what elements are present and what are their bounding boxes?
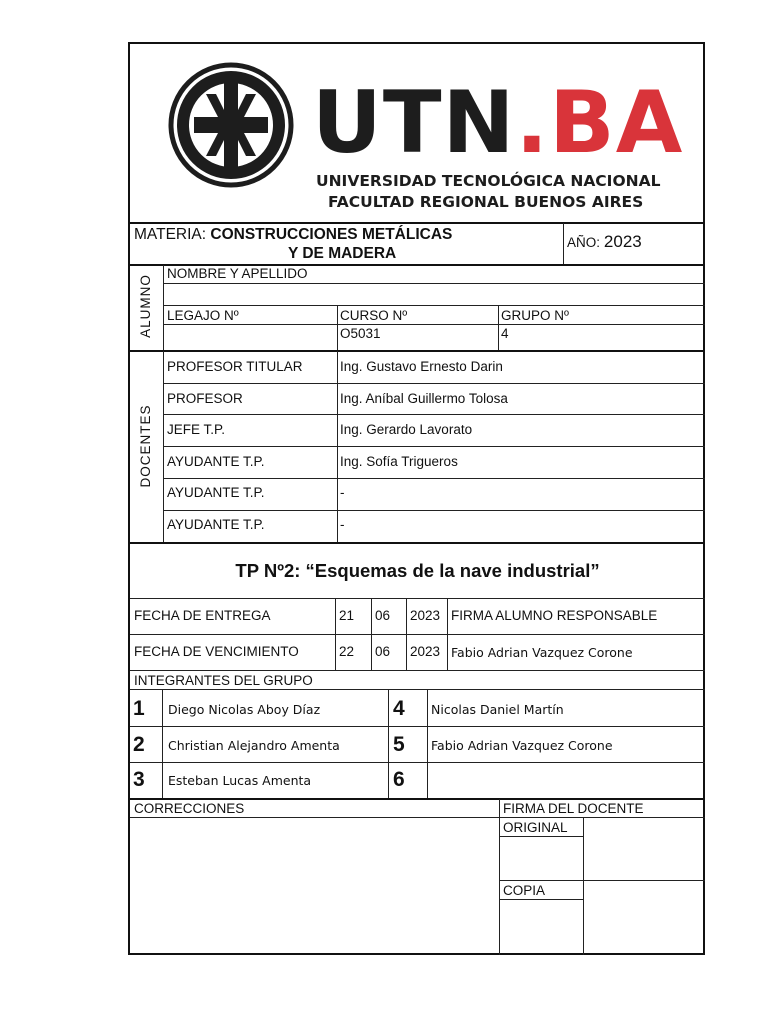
member-number: 6 bbox=[393, 768, 405, 791]
member-name: Esteban Lucas Amenta bbox=[168, 773, 312, 788]
original-label: ORIGINAL bbox=[503, 820, 568, 835]
firma-docente-label: FIRMA DEL DOCENTE bbox=[503, 801, 644, 816]
firma-alumno-label: FIRMA ALUMNO RESPONSABLE bbox=[451, 608, 658, 623]
legajo-label: LEGAJO Nº bbox=[167, 308, 239, 323]
teacher-role: JEFE T.P. bbox=[167, 422, 226, 437]
fecha-entrega-year: 2023 bbox=[410, 608, 441, 623]
teacher-name: - bbox=[340, 485, 345, 500]
teacher-name: Ing. Aníbal Guillermo Tolosa bbox=[340, 391, 508, 406]
teacher-role: AYUDANTE T.P. bbox=[167, 454, 265, 469]
fecha-vencimiento-month: 06 bbox=[375, 644, 391, 659]
wordmark-ba: BA bbox=[549, 73, 684, 173]
utn-ba-wordmark bbox=[312, 73, 684, 173]
teacher-role: PROFESOR TITULAR bbox=[167, 359, 303, 374]
tp-title: TP Nº2: “Esquemas de la nave industrial” bbox=[235, 560, 600, 581]
year-label: AÑO: bbox=[567, 235, 601, 250]
fecha-vencimiento-label: FECHA DE VENCIMIENTO bbox=[134, 644, 299, 659]
wordmark-utn: UTN bbox=[312, 73, 516, 173]
teacher-role: AYUDANTE T.P. bbox=[167, 517, 265, 532]
fecha-entrega-label: FECHA DE ENTREGA bbox=[134, 608, 271, 623]
grupo-value[interactable]: 4 bbox=[501, 326, 509, 341]
curso-value[interactable]: O5031 bbox=[340, 326, 381, 341]
subject-label: MATERIA: bbox=[134, 226, 207, 243]
teacher-role: PROFESOR bbox=[167, 391, 243, 406]
name-label: NOMBRE Y APELLIDO bbox=[167, 266, 308, 281]
teacher-role: AYUDANTE T.P. bbox=[167, 485, 265, 500]
teacher-name: Ing. Sofía Trigueros bbox=[340, 454, 458, 469]
fecha-vencimiento-year: 2023 bbox=[410, 644, 441, 659]
year-field bbox=[567, 234, 642, 251]
copia-label: COPIA bbox=[503, 883, 546, 898]
member-number: 1 bbox=[133, 697, 145, 720]
faculty-name: FACULTAD REGIONAL BUENOS AIRES bbox=[328, 193, 644, 211]
subject-row bbox=[134, 227, 452, 243]
correcciones-label: CORRECCIONES bbox=[134, 801, 245, 816]
cover-sheet bbox=[128, 42, 705, 955]
alumno-section-label: ALUMNO bbox=[138, 274, 153, 338]
member-name: Christian Alejandro Amenta bbox=[168, 738, 340, 753]
member-name: Diego Nicolas Aboy Díaz bbox=[168, 702, 321, 717]
subject-name-line1: CONSTRUCCIONES METÁLICAS bbox=[210, 226, 453, 243]
year-value: 2023 bbox=[603, 232, 642, 251]
firma-copia-area[interactable] bbox=[584, 881, 705, 955]
docentes-section-label: DOCENTES bbox=[138, 404, 153, 488]
member-name: Fabio Adrian Vazquez Corone bbox=[431, 738, 613, 753]
integrantes-label: INTEGRANTES DEL GRUPO bbox=[134, 673, 313, 688]
wordmark-dot: . bbox=[515, 73, 550, 173]
university-name: UNIVERSIDAD TECNOLÓGICA NACIONAL bbox=[316, 172, 661, 190]
member-name: Nicolas Daniel Martín bbox=[431, 702, 564, 717]
alumno-responsable: Fabio Adrian Vazquez Corone bbox=[451, 645, 633, 660]
teacher-name: Ing. Gerardo Lavorato bbox=[340, 422, 473, 437]
correcciones-area[interactable] bbox=[130, 818, 499, 955]
subject-name-line2: Y DE MADERA bbox=[288, 245, 397, 262]
member-number: 2 bbox=[133, 733, 145, 756]
teacher-name: - bbox=[340, 517, 345, 532]
member-number: 5 bbox=[393, 733, 405, 756]
teacher-name: Ing. Gustavo Ernesto Darin bbox=[340, 359, 503, 374]
fecha-vencimiento-day: 22 bbox=[339, 644, 355, 659]
firma-original-area[interactable] bbox=[584, 818, 705, 880]
curso-label: CURSO Nº bbox=[340, 308, 408, 323]
utn-logo-emblem bbox=[166, 60, 296, 190]
member-number: 3 bbox=[133, 768, 145, 791]
fecha-entrega-day: 21 bbox=[339, 608, 355, 623]
grupo-label: GRUPO Nº bbox=[501, 308, 569, 323]
fecha-entrega-month: 06 bbox=[375, 608, 391, 623]
member-number: 4 bbox=[393, 697, 405, 720]
